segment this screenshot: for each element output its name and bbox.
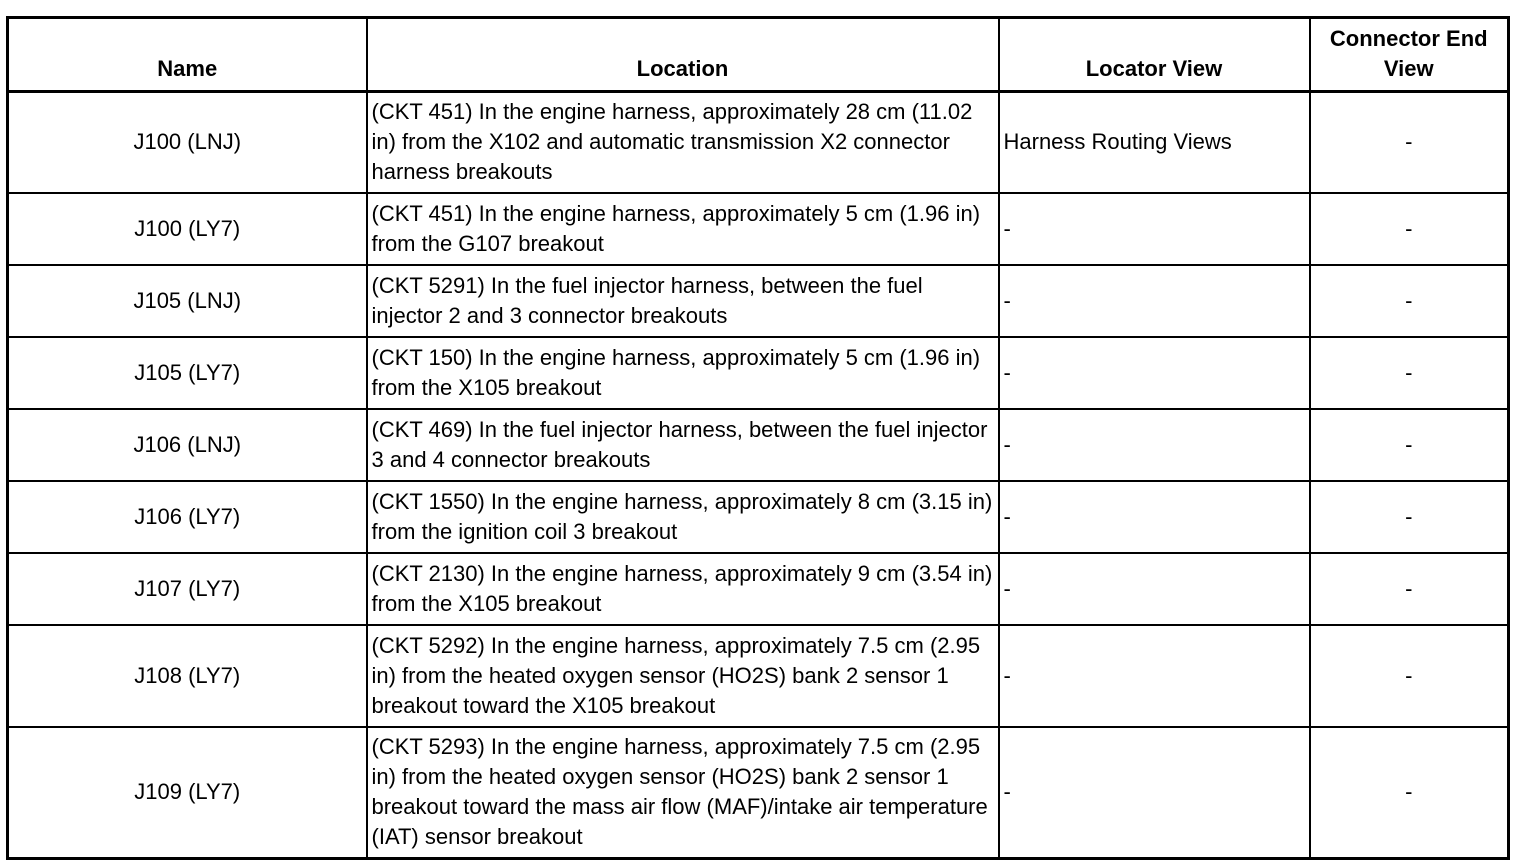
cell-location: (CKT 469) In the fuel injector harness, between the fuel injector 3 and 4 connector breakouts (367, 409, 999, 481)
table-body (8, 92, 1509, 859)
cell-location: (CKT 451) In the engine harness, approximately 28 cm (11.02 in) from the X102 and automatic transmission X2 connector harness breakouts (367, 92, 999, 193)
table-row (8, 337, 1509, 409)
cell-name: J107 (LY7) (8, 553, 367, 625)
header-locator-view: Locator View (999, 18, 1310, 92)
table-row (8, 481, 1509, 553)
cell-location: (CKT 150) In the engine harness, approximately 5 cm (1.96 in) from the X105 breakout (367, 337, 999, 409)
cell-connector-end-view: - (1310, 553, 1509, 625)
cell-connector-end-view: - (1310, 625, 1509, 727)
cell-locator-view: - (999, 625, 1310, 727)
cell-name: J109 (LY7) (8, 727, 367, 859)
cell-name: J106 (LY7) (8, 481, 367, 553)
splice-locations-table (6, 16, 1510, 860)
cell-locator-view: Harness Routing Views (999, 92, 1310, 193)
header-connector-end-view: Connector End View (1310, 18, 1509, 92)
cell-connector-end-view: - (1310, 481, 1509, 553)
cell-connector-end-view: - (1310, 265, 1509, 337)
cell-connector-end-view: - (1310, 727, 1509, 859)
cell-location: (CKT 2130) In the engine harness, approximately 9 cm (3.54 in) from the X105 breakout (367, 553, 999, 625)
table-row (8, 553, 1509, 625)
cell-location: (CKT 451) In the engine harness, approximately 5 cm (1.96 in) from the G107 breakout (367, 193, 999, 265)
cell-name: J108 (LY7) (8, 625, 367, 727)
cell-locator-view: - (999, 481, 1310, 553)
cell-location: (CKT 1550) In the engine harness, approximately 8 cm (3.15 in) from the ignition coil 3 breakout (367, 481, 999, 553)
cell-location: (CKT 5292) In the engine harness, approximately 7.5 cm (2.95 in) from the heated oxygen sensor (HO2S) bank 2 sensor 1 breakout toward the X105 breakout (367, 625, 999, 727)
cell-locator-view: - (999, 409, 1310, 481)
table-row (8, 193, 1509, 265)
cell-name: J100 (LY7) (8, 193, 367, 265)
cell-name: J105 (LY7) (8, 337, 367, 409)
cell-name: J100 (LNJ) (8, 92, 367, 193)
cell-locator-view: - (999, 265, 1310, 337)
cell-locator-view: - (999, 727, 1310, 859)
cell-locator-view: - (999, 337, 1310, 409)
cell-connector-end-view: - (1310, 193, 1509, 265)
cell-locator-view: - (999, 193, 1310, 265)
cell-location: (CKT 5291) In the fuel injector harness, between the fuel injector 2 and 3 connector breakouts (367, 265, 999, 337)
cell-connector-end-view: - (1310, 409, 1509, 481)
cell-locator-view: - (999, 553, 1310, 625)
cell-name: J106 (LNJ) (8, 409, 367, 481)
header-location: Location (367, 18, 999, 92)
cell-location: (CKT 5293) In the engine harness, approximately 7.5 cm (2.95 in) from the heated oxygen sensor (HO2S) bank 2 sensor 1 breakout toward the mass air flow (MAF)/intake air temperature (IAT) sensor breakout (367, 727, 999, 859)
cell-connector-end-view: - (1310, 337, 1509, 409)
table-row (8, 265, 1509, 337)
header-row (8, 18, 1509, 92)
table-row (8, 727, 1509, 859)
table-row (8, 625, 1509, 727)
table-row (8, 92, 1509, 193)
header-name: Name (8, 18, 367, 92)
cell-connector-end-view: - (1310, 92, 1509, 193)
cell-name: J105 (LNJ) (8, 265, 367, 337)
table-row (8, 409, 1509, 481)
